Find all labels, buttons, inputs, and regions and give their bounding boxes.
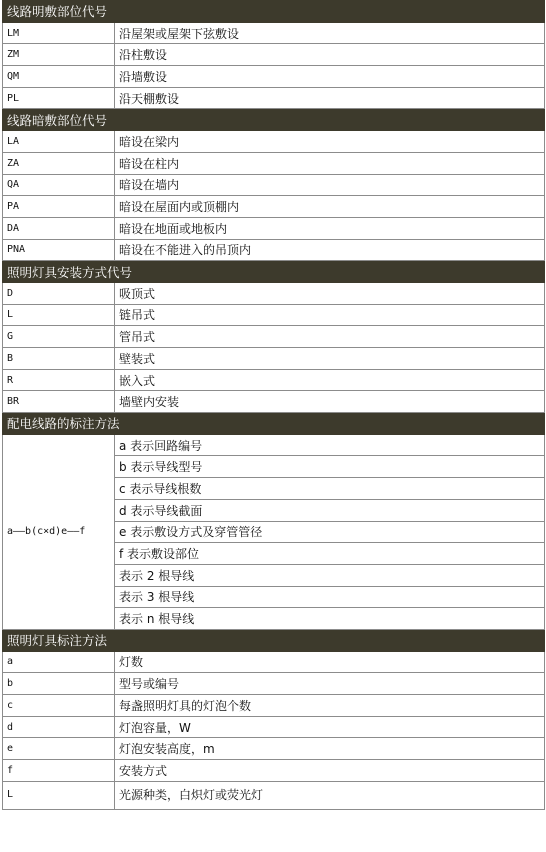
table-row — [3, 673, 545, 695]
desc-cell: 型号或编号 — [115, 673, 545, 695]
table-row — [3, 174, 545, 196]
code-cell: L — [3, 781, 115, 809]
code-cell: B — [3, 348, 115, 370]
desc-cell: 嵌入式 — [115, 369, 545, 391]
code-cell: PL — [3, 87, 115, 109]
table-row — [3, 781, 545, 809]
desc-cell: 灯泡安装高度，m — [115, 738, 545, 760]
code-cell: ZA — [3, 152, 115, 174]
code-cell: c — [3, 695, 115, 717]
code-cell: b — [3, 673, 115, 695]
desc-cell: 吸顶式 — [115, 282, 545, 304]
desc-cell: b 表示导线型号 — [115, 456, 545, 478]
table-row — [3, 44, 545, 66]
desc-cell: 表示 3 根导线 — [115, 586, 545, 608]
desc-cell: 沿屋架或屋架下弦敷设 — [115, 22, 545, 44]
code-cell: f — [3, 760, 115, 782]
code-cell: ZM — [3, 44, 115, 66]
desc-cell: 表示 n 根导线 — [115, 608, 545, 630]
table-row — [3, 434, 545, 456]
section-header — [3, 261, 545, 283]
section-title: 照明灯具标注方法 — [3, 629, 545, 651]
code-cell: QM — [3, 66, 115, 88]
table-row — [3, 66, 545, 88]
table-row — [3, 651, 545, 673]
section-title: 线路暗敷部位代号 — [3, 109, 545, 131]
section-title: 照明灯具安装方式代号 — [3, 261, 545, 283]
formula-cell: a——b(c×d)e——f — [3, 434, 115, 629]
desc-cell: 暗设在地面或地板内 — [115, 217, 545, 239]
desc-cell: e 表示敷设方式及穿管管径 — [115, 521, 545, 543]
desc-cell: 沿墙敷设 — [115, 66, 545, 88]
code-cell: d — [3, 716, 115, 738]
code-cell: PA — [3, 196, 115, 218]
desc-cell: 壁装式 — [115, 348, 545, 370]
code-cell: LA — [3, 131, 115, 153]
code-cell: QA — [3, 174, 115, 196]
code-cell: R — [3, 369, 115, 391]
desc-cell: 沿天棚敷设 — [115, 87, 545, 109]
code-cell: D — [3, 282, 115, 304]
code-cell: PNA — [3, 239, 115, 261]
table-row — [3, 369, 545, 391]
section-header — [3, 629, 545, 651]
section-header — [3, 1, 545, 23]
table-row — [3, 152, 545, 174]
table-row — [3, 196, 545, 218]
desc-cell: 沿柱敷设 — [115, 44, 545, 66]
code-cell: L — [3, 304, 115, 326]
code-cell: LM — [3, 22, 115, 44]
table-row — [3, 326, 545, 348]
section-header — [3, 413, 545, 435]
table-row — [3, 760, 545, 782]
desc-cell: 表示 2 根导线 — [115, 564, 545, 586]
table-row — [3, 239, 545, 261]
code-cell: G — [3, 326, 115, 348]
desc-cell: 链吊式 — [115, 304, 545, 326]
code-cell: a — [3, 651, 115, 673]
table-row — [3, 716, 545, 738]
desc-cell: 暗设在柱内 — [115, 152, 545, 174]
table-row — [3, 348, 545, 370]
table-row — [3, 87, 545, 109]
section-title: 线路明敷部位代号 — [3, 1, 545, 23]
desc-cell: c 表示导线根数 — [115, 478, 545, 500]
desc-cell: 暗设在不能进入的吊顶内 — [115, 239, 545, 261]
desc-cell: 暗设在屋面内或顶棚内 — [115, 196, 545, 218]
desc-cell: 灯数 — [115, 651, 545, 673]
desc-cell: 光源种类，白炽灯或荧光灯 — [115, 781, 545, 809]
section-title: 配电线路的标注方法 — [3, 413, 545, 435]
code-reference-table — [2, 0, 545, 810]
table-row — [3, 282, 545, 304]
desc-cell: 灯泡容量，W — [115, 716, 545, 738]
desc-cell: a 表示回路编号 — [115, 434, 545, 456]
section-header — [3, 109, 545, 131]
code-cell: DA — [3, 217, 115, 239]
desc-cell: 安装方式 — [115, 760, 545, 782]
code-cell: BR — [3, 391, 115, 413]
desc-cell: 每盏照明灯具的灯泡个数 — [115, 695, 545, 717]
desc-cell: 暗设在墙内 — [115, 174, 545, 196]
table-row — [3, 22, 545, 44]
table-row — [3, 738, 545, 760]
desc-cell: d 表示导线截面 — [115, 499, 545, 521]
desc-cell: f 表示敷设部位 — [115, 543, 545, 565]
desc-cell: 墙壁内安装 — [115, 391, 545, 413]
table-row — [3, 304, 545, 326]
table-row — [3, 391, 545, 413]
desc-cell: 管吊式 — [115, 326, 545, 348]
table-row — [3, 131, 545, 153]
desc-cell: 暗设在梁内 — [115, 131, 545, 153]
table-row — [3, 217, 545, 239]
code-cell: e — [3, 738, 115, 760]
table-row — [3, 695, 545, 717]
